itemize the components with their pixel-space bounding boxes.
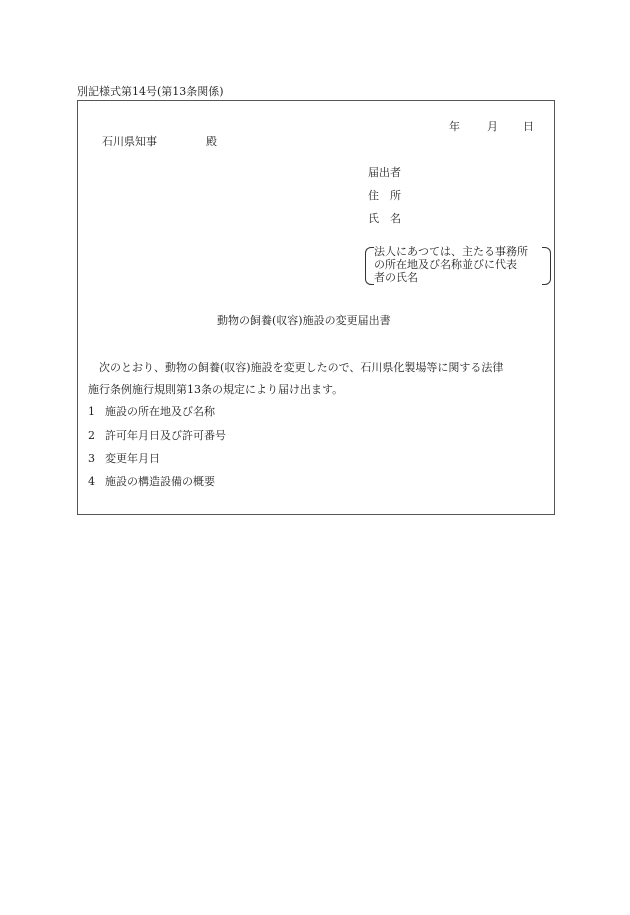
date-month: 月 <box>487 120 498 133</box>
name-label: 氏 名 <box>368 212 401 225</box>
item-label: 許可年月日及び許可番号 <box>105 429 226 442</box>
address-label: 住 所 <box>368 189 401 202</box>
note-bracket-right <box>542 247 551 285</box>
item-number: 1 <box>88 405 95 418</box>
item-number: 4 <box>88 475 95 488</box>
form-frame <box>77 100 555 515</box>
note-bracket-left <box>365 247 374 285</box>
item-number: 2 <box>88 429 95 442</box>
list-item <box>88 406 215 417</box>
item-label: 変更年月日 <box>105 452 160 465</box>
list-item <box>88 476 215 487</box>
item-number: 3 <box>88 452 95 465</box>
body-line: 施行条例施行規則第13条の規定により届け出ます。 <box>88 383 344 396</box>
addressee-name: 石川県知事 <box>102 135 157 148</box>
note-line: の所在地及び名称並びに代表 <box>374 258 517 271</box>
item-label: 施設の構造設備の概要 <box>105 475 215 488</box>
list-item <box>88 430 226 441</box>
applicant-label: 届出者 <box>368 166 401 179</box>
item-label: 施設の所在地及び名称 <box>105 405 215 418</box>
date-year: 年 <box>449 120 460 133</box>
applicant-note <box>374 245 554 284</box>
date-day: 日 <box>523 120 534 133</box>
body-line: 次のとおり、動物の飼養(収容)施設を変更したので、石川県化製場等に関する法律 <box>88 361 504 374</box>
list-item <box>88 453 160 464</box>
document-title: 動物の飼養(収容)施設の変更届出書 <box>217 314 391 327</box>
note-line: 者の氏名 <box>374 271 418 284</box>
body-text <box>88 357 548 401</box>
addressee-honorific: 殿 <box>206 135 217 148</box>
note-line: 法人にあつては、主たる事務所 <box>374 245 528 258</box>
form-number: 別記様式第14号(第13条関係) <box>77 85 224 98</box>
